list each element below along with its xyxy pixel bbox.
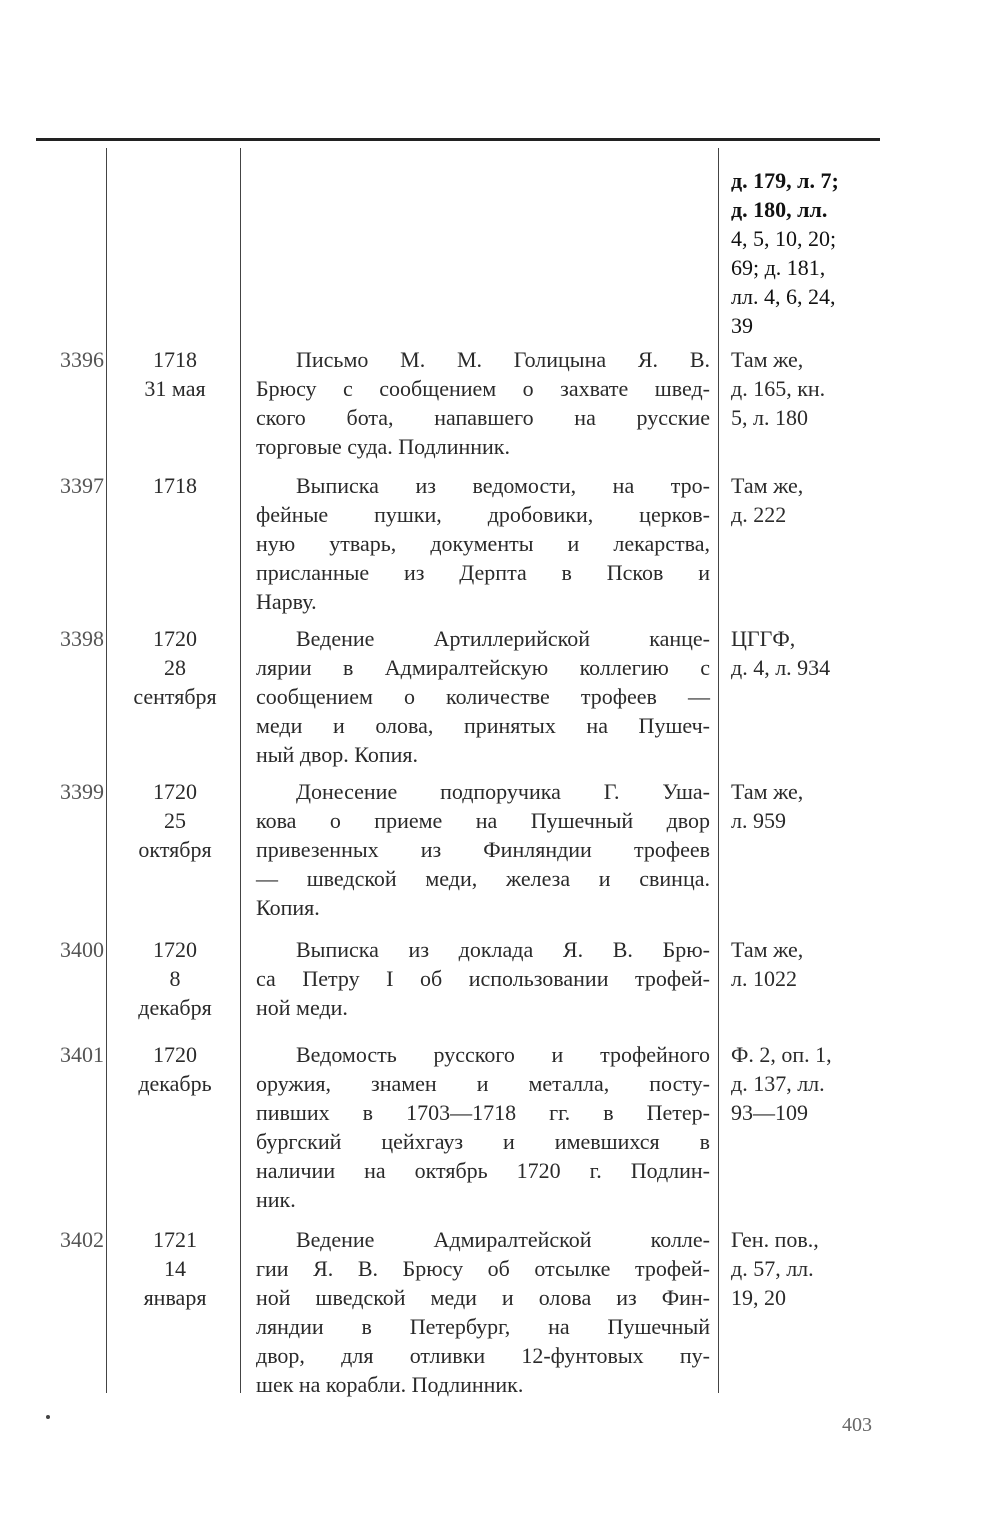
- row-reference: Там же, л. 1022: [731, 937, 804, 991]
- row-number: 3401: [60, 1042, 104, 1067]
- row-description: Выписка из доклада Я. В. Брю- са Петру I об использовании трофей- ной меди.: [256, 937, 710, 1020]
- row-number: 3397: [60, 473, 104, 498]
- ref-line: 69; д. 181,: [731, 255, 826, 280]
- column-rule-3: [718, 148, 719, 1393]
- ref-line: лл. 4, 6, 24,: [731, 284, 836, 309]
- ref-line: д. 179, л. 7;: [731, 168, 839, 193]
- row-reference: Там же, д. 222: [731, 473, 804, 527]
- row-date: 1721 14 января: [143, 1227, 207, 1310]
- row-description: Выписка из ведомости, на тро- фейные пушки, дробовики, церков- ную утварь, документы и лекарства, присланные из Дерпта в Псков и Нарву.: [256, 473, 710, 614]
- row-date: 1720 28 сентября: [133, 626, 217, 709]
- column-rule-1: [106, 148, 107, 1393]
- ref-line: д. 180, лл.: [731, 197, 828, 222]
- row-description: Ведомость русского и трофейного оружия, знамен и металла, посту- пивших в 1703—1718 гг. в Петер- бургский цейхгауз и имевшихся в наличии на октябрь 1720 г. Подлин- ник.: [256, 1042, 710, 1212]
- row-number: 3396: [60, 347, 104, 372]
- ref-line: 4, 5, 10, 20;: [731, 226, 837, 251]
- row-reference: Ген. пов., д. 57, лл. 19, 20: [731, 1227, 819, 1310]
- row-description: Ведение Артиллерийской канце- лярии в Адмиралтейскую коллегию с сообщением о количестве трофеев — меди и олова, принятых на Пушеч- ный двор. Копия.: [256, 626, 710, 767]
- row-date: 1720 8 декабря: [138, 937, 212, 1020]
- page-number: 403: [842, 1414, 872, 1436]
- continuation-ref: [731, 166, 891, 340]
- row-reference: Там же, д. 165, кн. 5, л. 180: [731, 347, 826, 430]
- row-description: Письмо М. М. Голицына Я. В. Брюсу с сообщением о захвате швед- ского бота, напавшего на русские торговые суда. Подлинник.: [256, 347, 710, 459]
- row-number: 3400: [60, 937, 104, 962]
- row-number: 3398: [60, 626, 104, 651]
- column-rule-2: [240, 148, 241, 1393]
- row-date: 1718 31 мая: [144, 347, 206, 401]
- ref-line: 39: [731, 313, 753, 338]
- row-number: 3402: [60, 1227, 104, 1252]
- row-date: 1720 декабрь: [138, 1042, 212, 1096]
- ink-speck: [46, 1415, 50, 1419]
- row-reference: ЦГГФ, д. 4, л. 934: [731, 626, 831, 680]
- row-description: Ведение Адмиралтейской колле- гии Я. В. Брюсу об отсылке трофей- ной шведской меди и олова из Фин- ляндии в Петербург, на Пушечный двор, для отливки 12-фунтовых пу- шек на корабли. Подлинник.: [256, 1227, 710, 1397]
- row-reference: Там же, л. 959: [731, 779, 804, 833]
- row-number: 3399: [60, 779, 104, 804]
- row-description: Донесение подпоручика Г. Уша- кова о приеме на Пушечный двор привезенных из Финляндии трофеев — шведской меди, железа и свинца. Копия.: [256, 779, 710, 920]
- top-rule: [36, 138, 880, 141]
- row-date: 1720 25 октября: [138, 779, 212, 862]
- row-date: 1718: [153, 473, 197, 498]
- row-reference: Ф. 2, оп. 1, д. 137, лл. 93—109: [731, 1042, 832, 1125]
